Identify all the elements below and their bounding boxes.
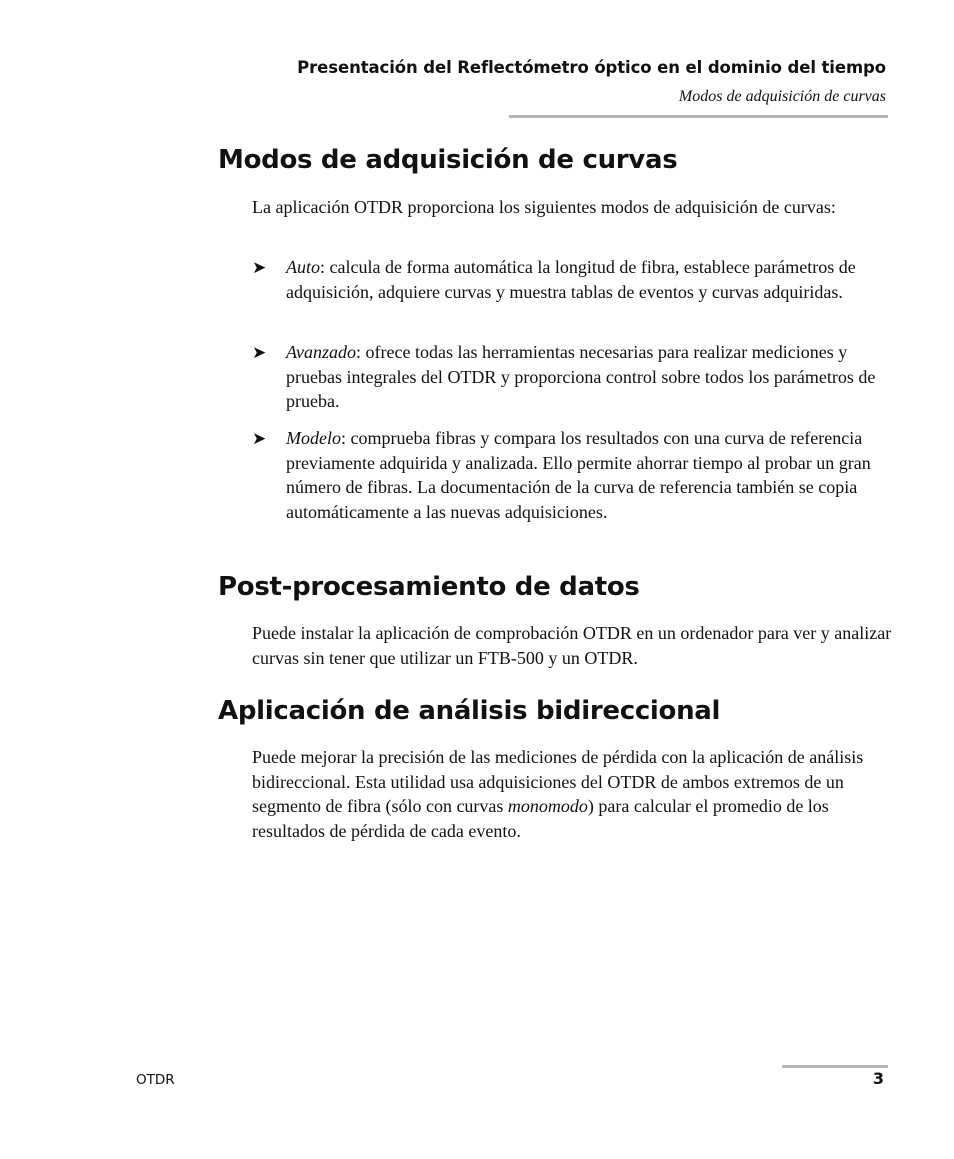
- section-heading-acquisition-modes: Modos de adquisición de curvas: [218, 145, 678, 175]
- bullet-description: : comprueba fibras y compara los resultados con una curva de referencia previamente adquirida y analizada. Ello permite ahorrar tiempo al probar un gran número de fibras. La documentación de la curva de referencia también se copia automáticamente a las nuevas adquisiciones.: [286, 428, 871, 522]
- bullet-term: Modelo: [286, 428, 341, 448]
- post-processing-paragraph: Puede instalar la aplicación de comprobación OTDR en un ordenador para ver y analizar curvas sin tener que utilizar un FTB-500 y un OTDR.: [252, 623, 892, 668]
- paragraph-text: ) para calcular el promedio de los resultados de pérdida de cada evento.: [252, 796, 829, 841]
- bullet-description: : calcula de forma automática la longitud de fibra, establece parámetros de adquisición, adquiere curvas y muestra tablas de eventos y curvas adquiridas.: [286, 257, 856, 302]
- bullet-description: : ofrece todas las herramientas necesarias para realizar mediciones y pruebas integrales del OTDR y proporciona control sobre todos los parámetros de prueba.: [286, 342, 876, 412]
- arrowhead-icon: ➤: [252, 258, 267, 277]
- bullet-item-template: [252, 426, 892, 524]
- section-heading-post-processing: Post-procesamiento de datos: [218, 572, 640, 602]
- bullet-text: [286, 426, 892, 524]
- bullet-term: Auto: [286, 257, 320, 277]
- bidirectional-paragraph: [252, 745, 892, 843]
- acquisition-intro-paragraph: La aplicación OTDR proporciona los siguientes modos de adquisición de curvas:: [252, 197, 836, 217]
- header-divider: [509, 115, 888, 118]
- running-header-title: Presentación del Reflectómetro óptico en el dominio del tiempo: [297, 58, 886, 77]
- bullet-item-auto: [252, 255, 892, 304]
- arrowhead-icon: ➤: [252, 343, 267, 362]
- footer-divider: [782, 1065, 888, 1068]
- footer-product-name: OTDR: [136, 1072, 175, 1088]
- arrowhead-icon: ➤: [252, 429, 267, 448]
- bullet-item-advanced: [252, 340, 892, 414]
- running-header-subtitle: Modos de adquisición de curvas: [678, 88, 886, 105]
- bullet-term: Avanzado: [286, 342, 356, 362]
- bullet-text: [286, 340, 892, 414]
- bullet-text: [286, 255, 892, 304]
- paragraph-text: Puede mejorar la precisión de las mediciones de pérdida con la aplicación de análisis bidireccional. Esta utilidad usa adquisiciones del OTDR de ambos extremos de un segmento de fibra (sólo con curvas: [252, 747, 864, 817]
- page-number: 3: [872, 1069, 884, 1088]
- paragraph-emphasis: monomodo: [507, 796, 588, 817]
- section-heading-bidirectional: Aplicación de análisis bidireccional: [218, 696, 721, 726]
